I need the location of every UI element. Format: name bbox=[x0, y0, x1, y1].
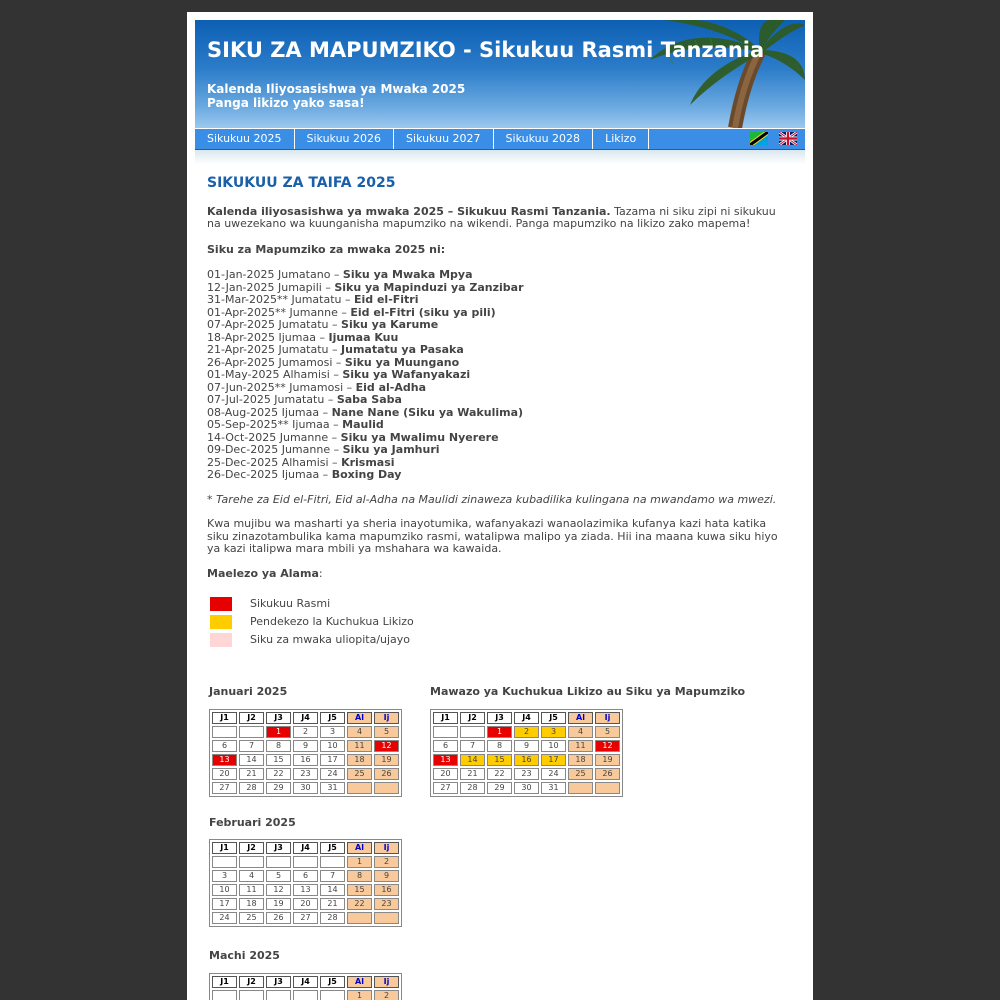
legend-row-other-year bbox=[207, 632, 787, 650]
calendar-day-cell bbox=[433, 726, 458, 738]
holiday-name: Siku ya Mwalimu Nyerere bbox=[340, 430, 499, 444]
calendar-day-cell: 8 bbox=[266, 740, 291, 752]
holiday-name: Siku ya Wafanyakazi bbox=[342, 368, 471, 381]
calendar-day-cell: 31 bbox=[541, 782, 566, 794]
calendar-day-cell: 23 bbox=[293, 768, 318, 780]
calendar-day-cell: 25 bbox=[239, 912, 264, 924]
legend-row-holiday bbox=[207, 596, 787, 614]
january-title: Januari 2025 bbox=[209, 685, 288, 698]
calendar-week-row bbox=[212, 740, 399, 752]
weekday-header: J1 bbox=[212, 976, 237, 988]
calendar-day-cell: 3 bbox=[541, 726, 566, 738]
weekday-header: J2 bbox=[239, 842, 264, 854]
weekday-header: J3 bbox=[266, 976, 291, 988]
page-heading: SIKUKUU ZA TAIFA 2025 bbox=[207, 175, 396, 191]
calendar-day-cell: 20 bbox=[433, 768, 458, 780]
calendar-day-cell: 27 bbox=[293, 912, 318, 924]
nav-sikukuu-2026[interactable]: Sikukuu 2026 bbox=[295, 129, 395, 149]
calendar-day-cell: 22 bbox=[347, 898, 372, 910]
calendar-day-cell: 7 bbox=[239, 740, 264, 752]
holiday-date: 25-Dec-2025 Alhamisi – bbox=[207, 455, 342, 469]
holiday-name: Eid el-Fitri (siku ya pili) bbox=[350, 305, 496, 319]
calendar-day-cell bbox=[293, 990, 318, 1000]
calendar-day-cell: 4 bbox=[568, 726, 593, 738]
calendar-day-cell: 16 bbox=[293, 754, 318, 766]
holiday-list bbox=[207, 269, 787, 482]
weekday-header: J1 bbox=[212, 842, 237, 854]
calendar-day-cell: 20 bbox=[293, 898, 318, 910]
calendar-day-cell bbox=[239, 726, 264, 738]
calendar-week-row bbox=[212, 884, 399, 896]
uk-flag-icon[interactable] bbox=[779, 132, 797, 145]
calendar-day-cell bbox=[568, 782, 593, 794]
holiday-name: Siku ya Mapinduzi ya Zanzibar bbox=[334, 280, 524, 294]
holiday-name: Siku ya Jamhuri bbox=[342, 443, 440, 456]
calendar-day-cell: 3 bbox=[212, 870, 237, 882]
calendar-day-cell: 13 bbox=[212, 754, 237, 766]
holiday-name: Nane Nane (Siku ya Wakulima) bbox=[331, 405, 524, 419]
subtitle-line-2: Panga likizo yako sasa! bbox=[207, 96, 365, 110]
calendar-day-cell: 15 bbox=[487, 754, 512, 766]
calendar-day-cell: 26 bbox=[374, 768, 399, 780]
calendar-day-cell: 21 bbox=[239, 768, 264, 780]
january-calendar bbox=[209, 709, 402, 797]
calendar-day-cell: 30 bbox=[293, 782, 318, 794]
legend bbox=[207, 596, 787, 650]
weekday-header: J4 bbox=[514, 712, 539, 724]
weekday-header: J2 bbox=[460, 712, 485, 724]
calendar-week-row bbox=[212, 856, 399, 868]
calendar-day-cell: 17 bbox=[320, 754, 345, 766]
weekday-header: J4 bbox=[293, 842, 318, 854]
holiday-date: 18-Apr-2025 Ijumaa – bbox=[207, 330, 329, 344]
holiday-date: 14-Oct-2025 Jumanne – bbox=[207, 430, 341, 444]
calendar-week-row bbox=[433, 768, 620, 780]
calendar-day-cell: 17 bbox=[541, 754, 566, 766]
intro-bold: Kalenda iliyosasishwa ya mwaka 2025 – Sikukuu Rasmi Tanzania. bbox=[207, 204, 611, 218]
calendar-day-cell: 13 bbox=[433, 754, 458, 766]
holiday-date: 05-Sep-2025** Ijumaa – bbox=[207, 418, 343, 431]
weekday-header: Al bbox=[347, 842, 372, 854]
calendar-week-row bbox=[433, 726, 620, 738]
march-title: Machi 2025 bbox=[209, 949, 280, 962]
calendar-day-cell: 24 bbox=[320, 768, 345, 780]
calendar-day-cell: 5 bbox=[374, 726, 399, 738]
nav-shadow bbox=[195, 150, 805, 164]
site-title: SIKU ZA MAPUMZIKO - Sikukuu Rasmi Tanzania bbox=[207, 38, 765, 62]
march-calendar bbox=[209, 973, 402, 1000]
calendar-day-cell: 6 bbox=[433, 740, 458, 752]
weekday-header: Ij bbox=[595, 712, 620, 724]
calendar-day-cell: 26 bbox=[595, 768, 620, 780]
nav-sikukuu-2027[interactable]: Sikukuu 2027 bbox=[394, 129, 494, 149]
calendar-day-cell: 21 bbox=[460, 768, 485, 780]
suggestions-calendar bbox=[430, 709, 623, 797]
holiday-name: Jumatatu ya Pasaka bbox=[341, 343, 464, 356]
calendar-day-cell: 12 bbox=[266, 884, 291, 896]
calendar-day-cell: 1 bbox=[347, 856, 372, 868]
suggestion-swatch bbox=[210, 615, 232, 629]
weekday-header: Al bbox=[347, 976, 372, 988]
holiday-list-title bbox=[207, 244, 787, 257]
holiday-date: 31-Mar-2025** Jumatatu – bbox=[207, 293, 354, 306]
nav-sikukuu-2028[interactable]: Sikukuu 2028 bbox=[494, 129, 594, 149]
holiday-item bbox=[207, 469, 787, 482]
palm-tree-image bbox=[195, 20, 805, 128]
legend-title-text: Maelezo ya Alama bbox=[207, 566, 319, 580]
intro-paragraph bbox=[207, 206, 787, 231]
calendar-week-row bbox=[212, 754, 399, 766]
holiday-name: Siku ya Muungano bbox=[344, 355, 460, 369]
weekday-header: J4 bbox=[293, 976, 318, 988]
subtitle-line-1: Kalenda Iliyosasishwa ya Mwaka 2025 bbox=[207, 82, 466, 96]
calendar-day-cell bbox=[374, 782, 399, 794]
calendar-day-cell: 19 bbox=[266, 898, 291, 910]
calendar-day-cell bbox=[347, 912, 372, 924]
page-container bbox=[187, 12, 813, 1000]
calendar-day-cell: 13 bbox=[293, 884, 318, 896]
holiday-date: 26-Apr-2025 Jumamosi – bbox=[207, 355, 345, 369]
calendar-day-cell: 18 bbox=[347, 754, 372, 766]
calendar-day-cell: 5 bbox=[595, 726, 620, 738]
language-flags bbox=[744, 132, 797, 151]
holiday-name: Saba Saba bbox=[336, 393, 402, 406]
calendar-day-cell: 16 bbox=[374, 884, 399, 896]
weekday-header: J1 bbox=[212, 712, 237, 724]
calendar-day-cell bbox=[460, 726, 485, 738]
calendar-day-cell: 20 bbox=[212, 768, 237, 780]
calendar-day-cell: 2 bbox=[514, 726, 539, 738]
legend-row-suggestion bbox=[207, 614, 787, 632]
calendar-day-cell: 2 bbox=[293, 726, 318, 738]
calendar-day-cell: 10 bbox=[320, 740, 345, 752]
calendar-week-row bbox=[212, 768, 399, 780]
calendar-day-cell: 1 bbox=[347, 990, 372, 1000]
legend-label: Pendekezo la Kuchukua Likizo bbox=[250, 615, 414, 628]
intro-text: Tazama ni siku zipi ni sikukuu na uwezekano wa kuunganisha mapumziko na wikendi. Panga mapumziko na likizo zako mapema! bbox=[207, 204, 776, 230]
weekday-header: J3 bbox=[266, 712, 291, 724]
calendar-day-cell bbox=[212, 856, 237, 868]
calendar-day-cell: 1 bbox=[266, 726, 291, 738]
calendar-day-cell: 2 bbox=[374, 990, 399, 1000]
holiday-name: Eid el-Fitri bbox=[353, 293, 419, 306]
law-paragraph: Kwa mujibu wa masharti ya sheria inayotumika, wafanyakazi wanaolazimika kufanya kazi hata katika siku zinazotambulika kama mapumziko rasmi, watalipwa malipo ya ziada. Hii ina maana kuwa siku hiyo ya kazi italipwa mara mbili ya mshahara wa kawaida. bbox=[207, 517, 778, 555]
calendar-day-cell: 18 bbox=[568, 754, 593, 766]
calendar-day-cell: 12 bbox=[374, 740, 399, 752]
holiday-list-title-text: Siku za Mapumziko za mwaka 2025 ni: bbox=[207, 242, 446, 256]
holiday-name: Siku ya Karume bbox=[341, 318, 439, 331]
february-title: Februari 2025 bbox=[209, 816, 296, 829]
weekday-header: Al bbox=[347, 712, 372, 724]
holiday-date: 07-Jul-2025 Jumatatu – bbox=[207, 393, 337, 406]
calendar-day-cell bbox=[266, 856, 291, 868]
holiday-name: Ijumaa Kuu bbox=[328, 330, 399, 344]
calendar-day-cell: 29 bbox=[266, 782, 291, 794]
calendar-day-cell: 17 bbox=[212, 898, 237, 910]
holiday-name: Maulid bbox=[342, 418, 384, 431]
holiday-date: 07-Apr-2025 Jumatatu – bbox=[207, 318, 342, 331]
legend-title-colon: : bbox=[318, 566, 323, 580]
calendar-header-row bbox=[212, 976, 399, 988]
weekday-header: Al bbox=[568, 712, 593, 724]
calendar-day-cell: 8 bbox=[347, 870, 372, 882]
legend-label: Sikukuu Rasmi bbox=[250, 597, 331, 610]
holiday-date: 08-Aug-2025 Ijumaa – bbox=[207, 405, 332, 419]
suggestions-title: Mawazo ya Kuchukua Likizo au Siku ya Mapumziko bbox=[430, 685, 746, 698]
tanzania-flag-icon[interactable] bbox=[750, 132, 768, 145]
calendar-week-row bbox=[212, 898, 399, 910]
calendar-week-row bbox=[212, 990, 399, 1000]
calendar-day-cell: 26 bbox=[266, 912, 291, 924]
calendar-day-cell: 15 bbox=[347, 884, 372, 896]
calendar-week-row bbox=[433, 754, 620, 766]
calendar-day-cell bbox=[266, 990, 291, 1000]
calendar-day-cell bbox=[239, 990, 264, 1000]
calendar-day-cell: 28 bbox=[460, 782, 485, 794]
calendar-day-cell: 29 bbox=[487, 782, 512, 794]
weekday-header: Ij bbox=[374, 976, 399, 988]
calendar-day-cell: 12 bbox=[595, 740, 620, 752]
calendar-day-cell: 1 bbox=[487, 726, 512, 738]
calendar-day-cell bbox=[347, 782, 372, 794]
calendar-day-cell: 24 bbox=[541, 768, 566, 780]
calendar-day-cell bbox=[374, 912, 399, 924]
holiday-name: Boxing Day bbox=[331, 468, 402, 481]
calendar-week-row bbox=[433, 740, 620, 752]
calendar-day-cell: 7 bbox=[320, 870, 345, 882]
calendar-day-cell: 14 bbox=[460, 754, 485, 766]
weekday-header: J4 bbox=[293, 712, 318, 724]
calendar-day-cell: 27 bbox=[433, 782, 458, 794]
holiday-date: 07-Jun-2025** Jumamosi – bbox=[207, 380, 356, 394]
calendar-day-cell: 22 bbox=[487, 768, 512, 780]
weekday-header: J5 bbox=[320, 842, 345, 854]
legend-label: Siku za mwaka uliopita/ujayo bbox=[250, 633, 411, 646]
calendar-week-row bbox=[212, 870, 399, 882]
site-subtitle bbox=[207, 82, 465, 110]
nav-likizo[interactable]: Likizo bbox=[593, 129, 649, 149]
calendar-day-cell bbox=[212, 990, 237, 1000]
holiday-date: 01-Apr-2025** Jumanne – bbox=[207, 305, 351, 319]
calendar-day-cell: 11 bbox=[239, 884, 264, 896]
main-nav bbox=[195, 129, 805, 150]
calendar-day-cell: 18 bbox=[239, 898, 264, 910]
calendar-day-cell: 6 bbox=[293, 870, 318, 882]
calendar-week-row bbox=[212, 726, 399, 738]
calendar-day-cell: 14 bbox=[239, 754, 264, 766]
header-banner bbox=[195, 20, 805, 128]
calendar-day-cell: 28 bbox=[320, 912, 345, 924]
holiday-date: 01-May-2025 Alhamisi – bbox=[207, 368, 343, 381]
calendar-day-cell: 11 bbox=[347, 740, 372, 752]
calendar-day-cell: 16 bbox=[514, 754, 539, 766]
main-content bbox=[207, 177, 787, 650]
weekday-header: Ij bbox=[374, 842, 399, 854]
calendar-day-cell: 7 bbox=[460, 740, 485, 752]
weekday-header: J3 bbox=[266, 842, 291, 854]
nav-sikukuu-2025[interactable]: Sikukuu 2025 bbox=[195, 129, 295, 149]
weekday-header: J1 bbox=[433, 712, 458, 724]
calendar-day-cell: 14 bbox=[320, 884, 345, 896]
calendar-week-row bbox=[212, 912, 399, 924]
holiday-date: 26-Dec-2025 Ijumaa – bbox=[207, 468, 332, 481]
weekday-header: J5 bbox=[320, 976, 345, 988]
holiday-name: Krismasi bbox=[341, 455, 395, 469]
calendar-day-cell: 28 bbox=[239, 782, 264, 794]
calendar-day-cell bbox=[320, 990, 345, 1000]
calendar-day-cell: 23 bbox=[514, 768, 539, 780]
calendar-day-cell: 9 bbox=[374, 870, 399, 882]
other-year-swatch bbox=[210, 633, 232, 647]
calendar-day-cell: 6 bbox=[212, 740, 237, 752]
calendar-day-cell bbox=[239, 856, 264, 868]
calendar-day-cell: 5 bbox=[266, 870, 291, 882]
weekday-header: J5 bbox=[541, 712, 566, 724]
calendar-day-cell: 10 bbox=[212, 884, 237, 896]
calendar-day-cell: 9 bbox=[293, 740, 318, 752]
calendar-day-cell: 22 bbox=[266, 768, 291, 780]
calendar-day-cell: 21 bbox=[320, 898, 345, 910]
calendar-day-cell: 4 bbox=[239, 870, 264, 882]
weekday-header: Ij bbox=[374, 712, 399, 724]
legend-title bbox=[207, 568, 787, 581]
calendar-day-cell: 23 bbox=[374, 898, 399, 910]
weekday-header: J5 bbox=[320, 712, 345, 724]
calendar-day-cell: 4 bbox=[347, 726, 372, 738]
calendar-day-cell: 15 bbox=[266, 754, 291, 766]
date-note: * Tarehe za Eid el-Fitri, Eid al-Adha na Maulidi zinaweza kubadilika kulingana na mwandamo wa mwezi. bbox=[207, 492, 777, 506]
weekday-header: J2 bbox=[239, 976, 264, 988]
calendar-day-cell: 25 bbox=[347, 768, 372, 780]
calendar-header-row bbox=[212, 842, 399, 854]
holiday-date: 21-Apr-2025 Jumatatu – bbox=[207, 343, 342, 356]
calendar-day-cell bbox=[293, 856, 318, 868]
holiday-swatch bbox=[210, 597, 232, 611]
calendar-header-row bbox=[433, 712, 620, 724]
calendar-day-cell: 11 bbox=[568, 740, 593, 752]
holiday-name: Eid al-Adha bbox=[355, 380, 427, 394]
calendar-day-cell: 19 bbox=[374, 754, 399, 766]
holiday-date: 01-Jan-2025 Jumatano – bbox=[207, 268, 343, 281]
calendar-day-cell: 24 bbox=[212, 912, 237, 924]
weekday-header: J2 bbox=[239, 712, 264, 724]
calendar-day-cell: 2 bbox=[374, 856, 399, 868]
calendar-day-cell: 8 bbox=[487, 740, 512, 752]
calendar-day-cell: 9 bbox=[514, 740, 539, 752]
holiday-name: Siku ya Mwaka Mpya bbox=[342, 268, 473, 281]
calendar-day-cell: 19 bbox=[595, 754, 620, 766]
holiday-date: 12-Jan-2025 Jumapili – bbox=[207, 280, 335, 294]
calendar-week-row bbox=[433, 782, 620, 794]
weekday-header: J3 bbox=[487, 712, 512, 724]
calendar-week-row bbox=[212, 782, 399, 794]
calendar-day-cell bbox=[595, 782, 620, 794]
holiday-date: 09-Dec-2025 Jumanne – bbox=[207, 443, 343, 456]
calendar-header-row bbox=[212, 712, 399, 724]
calendar-day-cell: 10 bbox=[541, 740, 566, 752]
calendar-day-cell: 30 bbox=[514, 782, 539, 794]
calendar-day-cell bbox=[320, 856, 345, 868]
february-calendar bbox=[209, 839, 402, 927]
calendar-day-cell: 27 bbox=[212, 782, 237, 794]
calendar-day-cell: 31 bbox=[320, 782, 345, 794]
calendar-day-cell: 25 bbox=[568, 768, 593, 780]
calendar-day-cell: 3 bbox=[320, 726, 345, 738]
calendar-day-cell bbox=[212, 726, 237, 738]
